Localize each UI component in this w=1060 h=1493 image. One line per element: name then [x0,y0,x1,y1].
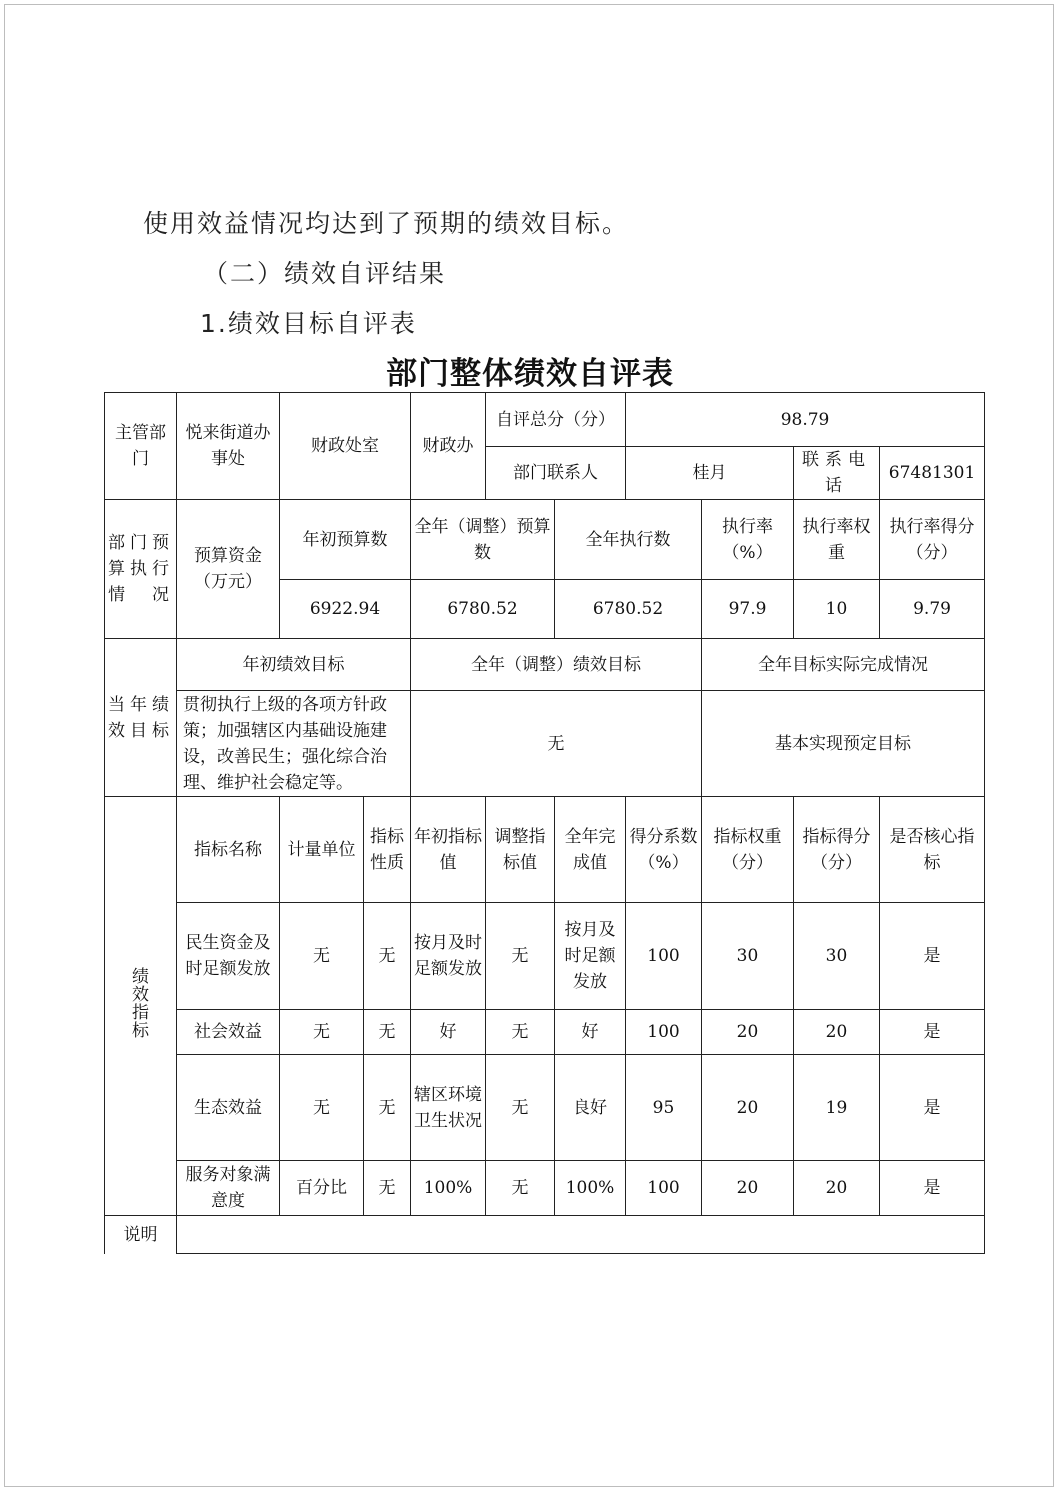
indicator-initial-value: 100% [423,1178,473,1198]
indicator-cell [364,1010,411,1055]
indicator-header: 指标得分（分） [802,826,871,873]
indicator-cell [364,1055,411,1161]
budget-header: 执行率权重 [802,516,871,563]
indicator-adjusted-value: 无 [511,1022,529,1042]
table-title: 部门整体绩效自评表 [386,356,674,392]
goals-header: 全年（调整）绩效目标 [471,654,641,675]
goals-header-row [105,639,985,691]
indicator-completed-value: 按月及时足额发放 [564,920,616,992]
budget-row-label-cell [105,500,177,639]
budget-value-cell [411,580,555,639]
indicator-cell [702,1161,794,1216]
indicator-cell [280,903,364,1010]
header-row-1 [105,393,985,447]
budget-value: 6780.52 [592,599,664,619]
finance-office-cell [280,393,411,500]
indicator-cell [794,903,880,1010]
indicator-cell [280,1010,364,1055]
goals-content-row [105,691,985,797]
indicator-cell [364,1161,411,1216]
indicator-cell [794,1055,880,1161]
indicator-cell [280,1055,364,1161]
budget-value-cell [880,580,985,639]
indicator-header-cell [794,797,880,903]
budget-value: 6922.94 [309,599,381,619]
budget-header-cell [702,500,794,580]
indicator-cell [555,1055,626,1161]
indicator-score-coefficient: 100 [647,1178,680,1198]
finance-label: 财政办 [422,436,474,456]
indicator-cell [702,1055,794,1161]
budget-header-cell [411,500,555,580]
budget-header: 执行率（%） [722,516,773,563]
indicator-core-flag: 是 [923,1022,941,1042]
indicator-header: 指标性质 [370,826,404,873]
indicator-cell [411,1055,486,1161]
section-heading: （二）绩效自评结果 [203,259,447,288]
goals-actual: 基本实现预定目标 [775,733,912,754]
indicator-header: 年初指标值 [414,826,482,873]
indicator-cell [880,1055,985,1161]
indicator-nature: 无 [378,1178,396,1198]
indicator-cell [626,903,702,1010]
indicator-header-cell [626,797,702,903]
indicator-unit: 无 [313,946,330,966]
indicator-cell [626,1161,702,1216]
fund-label-cell [177,500,280,639]
indicator-name: 社会效益 [194,1022,262,1042]
indicator-name: 生态效益 [194,1097,262,1118]
score-value: 98.79 [780,409,830,430]
indicator-cell [486,903,555,1010]
indicator-row [105,1010,985,1055]
indicator-cell [280,1161,364,1216]
indicator-header-cell [880,797,985,903]
indicator-initial-value: 好 [439,1022,457,1042]
dept-label: 主管部门 [115,423,166,469]
dept-label-cell [105,393,177,500]
indicator-header-cell [177,797,280,903]
indicator-row [105,1161,985,1216]
indicator-cell [177,1161,280,1216]
indicator-cell [486,1055,555,1161]
indicator-cell [486,1161,555,1216]
indicator-header-cell [280,797,364,903]
indicator-cell [411,1161,486,1216]
indicator-initial-value: 辖区环境卫生状况 [414,1084,482,1131]
indicator-header: 全年完成值 [564,826,616,873]
goals-row-label-cell [105,639,177,797]
budget-value-cell [702,580,794,639]
indicators-header-row [105,797,985,903]
indicator-name: 服务对象满意度 [185,1165,271,1211]
indicator-score: 20 [825,1022,848,1042]
indicator-cell [555,903,626,1010]
score-value-cell [626,393,985,447]
budget-value: 9.79 [913,599,951,619]
indicator-cell [880,903,985,1010]
indicator-score-coefficient: 100 [647,1022,680,1042]
indicator-score: 30 [825,946,848,966]
indicator-completed-value: 100% [565,1178,615,1198]
indicator-adjusted-value: 无 [511,1097,529,1118]
contact-name: 桂月 [692,463,727,483]
indicator-score: 20 [825,1178,848,1198]
score-label: 自评总分（分） [496,409,615,430]
indicator-cell [794,1161,880,1216]
goals-row-label: 当年绩效目标 [108,694,173,741]
budget-header: 全年（调整）预算数 [414,516,551,563]
indicator-cell [486,1010,555,1055]
indicator-cell [177,903,280,1010]
goals-initial: 贯彻执行上级的各项方针政策；加强辖区内基础设施建设，改善民生；强化综合治理、维护社会稳定等。 [183,694,387,793]
self-evaluation-table [104,392,985,1254]
indicator-weight: 20 [736,1178,759,1198]
budget-value: 97.9 [728,599,767,619]
phone-value-cell [880,447,985,500]
body-paragraph: 使用效益情况均达到了预期的绩效目标。 [143,209,630,238]
budget-header-cell [794,500,880,580]
indicator-header: 得分系数（%） [629,826,698,873]
goals-header-cell [177,639,411,691]
budget-header: 年初预算数 [302,529,388,550]
note-value-cell [177,1216,985,1254]
goals-adjusted-cell [411,691,702,797]
dept-name: 悦来街道办事处 [185,423,271,469]
indicator-row [105,1055,985,1161]
indicator-cell [411,903,486,1010]
budget-value-cell [280,580,411,639]
contact-name-cell [626,447,794,500]
note-label-cell [105,1216,177,1254]
indicators-row-label-cell [105,797,177,1216]
indicator-adjusted-value: 无 [511,1178,529,1198]
indicator-adjusted-value: 无 [511,946,529,966]
budget-header-cell [280,500,411,580]
indicator-cell [555,1010,626,1055]
indicator-header-cell [364,797,411,903]
goals-header-cell [411,639,702,691]
indicator-header-cell [555,797,626,903]
budget-value: 10 [825,599,848,619]
indicator-header: 指标名称 [194,839,262,860]
indicator-score-coefficient: 100 [647,946,680,966]
indicator-score-coefficient: 95 [652,1097,675,1118]
budget-value-cell [794,580,880,639]
indicator-header: 计量单位 [287,839,356,860]
goals-adjusted: 无 [547,733,565,754]
finance-office: 财政处室 [311,436,379,456]
budget-value: 6780.52 [447,599,518,619]
indicator-cell [794,1010,880,1055]
indicator-initial-value: 按月及时足额发放 [414,933,482,979]
goals-initial-cell [177,691,411,797]
indicator-cell [177,1010,280,1055]
contact-label: 部门联系人 [513,463,598,483]
budget-row-label: 部门预算执行情况 [108,533,173,605]
indicator-weight: 20 [736,1097,759,1118]
phone-label-cell [794,447,880,500]
indicator-completed-value: 良好 [573,1097,607,1118]
goals-header: 全年目标实际完成情况 [758,654,929,675]
indicator-row [105,903,985,1010]
fund-label: 预算资金（万元） [194,546,262,592]
indicator-cell [411,1010,486,1055]
budget-header-row [105,500,985,580]
phone-value: 67481301 [888,463,976,483]
indicator-cell [702,1010,794,1055]
goals-actual-cell [702,691,985,797]
indicator-cell [364,903,411,1010]
note-label: 说明 [123,1224,158,1245]
indicator-completed-value: 好 [581,1022,599,1042]
indicator-header: 是否核心指标 [889,826,975,873]
goals-header: 年初绩效目标 [242,654,345,675]
indicator-header: 指标权重（分） [713,826,782,873]
indicator-nature: 无 [378,946,396,966]
budget-value-cell [555,580,702,639]
indicators-row-label: 绩效指标 [132,967,149,1041]
indicator-core-flag: 是 [923,1097,941,1118]
indicator-weight: 30 [736,946,759,966]
score-label-cell [486,393,626,447]
finance-label-cell [411,393,486,500]
indicator-nature: 无 [378,1097,396,1118]
indicator-cell [555,1161,626,1216]
indicator-cell [626,1010,702,1055]
indicator-cell [626,1055,702,1161]
indicator-cell [880,1010,985,1055]
indicator-score: 19 [825,1097,848,1118]
indicator-header-cell [702,797,794,903]
indicator-weight: 20 [736,1022,759,1042]
indicator-nature: 无 [378,1022,396,1042]
phone-label: 联系电话 [802,450,871,496]
budget-header-cell [880,500,985,580]
indicator-unit: 无 [313,1022,330,1042]
indicator-core-flag: 是 [923,946,941,966]
indicator-cell [177,1055,280,1161]
indicator-core-flag: 是 [923,1178,941,1198]
indicator-name: 民生资金及时足额发放 [185,933,271,979]
subsection-heading: 1.绩效目标自评表 [200,309,417,338]
indicator-header-cell [486,797,555,903]
dept-name-cell [177,393,280,500]
indicator-header-cell [411,797,486,903]
indicator-cell [880,1161,985,1216]
indicator-unit: 百分比 [296,1178,347,1198]
budget-header: 全年执行数 [585,529,671,550]
indicator-unit: 无 [313,1097,330,1118]
indicator-header: 调整指标值 [494,826,546,873]
goals-header-cell [702,639,985,691]
budget-header: 执行率得分（分） [889,516,975,563]
note-row [105,1216,985,1254]
budget-header-cell [555,500,702,580]
contact-label-cell [486,447,626,500]
indicator-cell [702,903,794,1010]
